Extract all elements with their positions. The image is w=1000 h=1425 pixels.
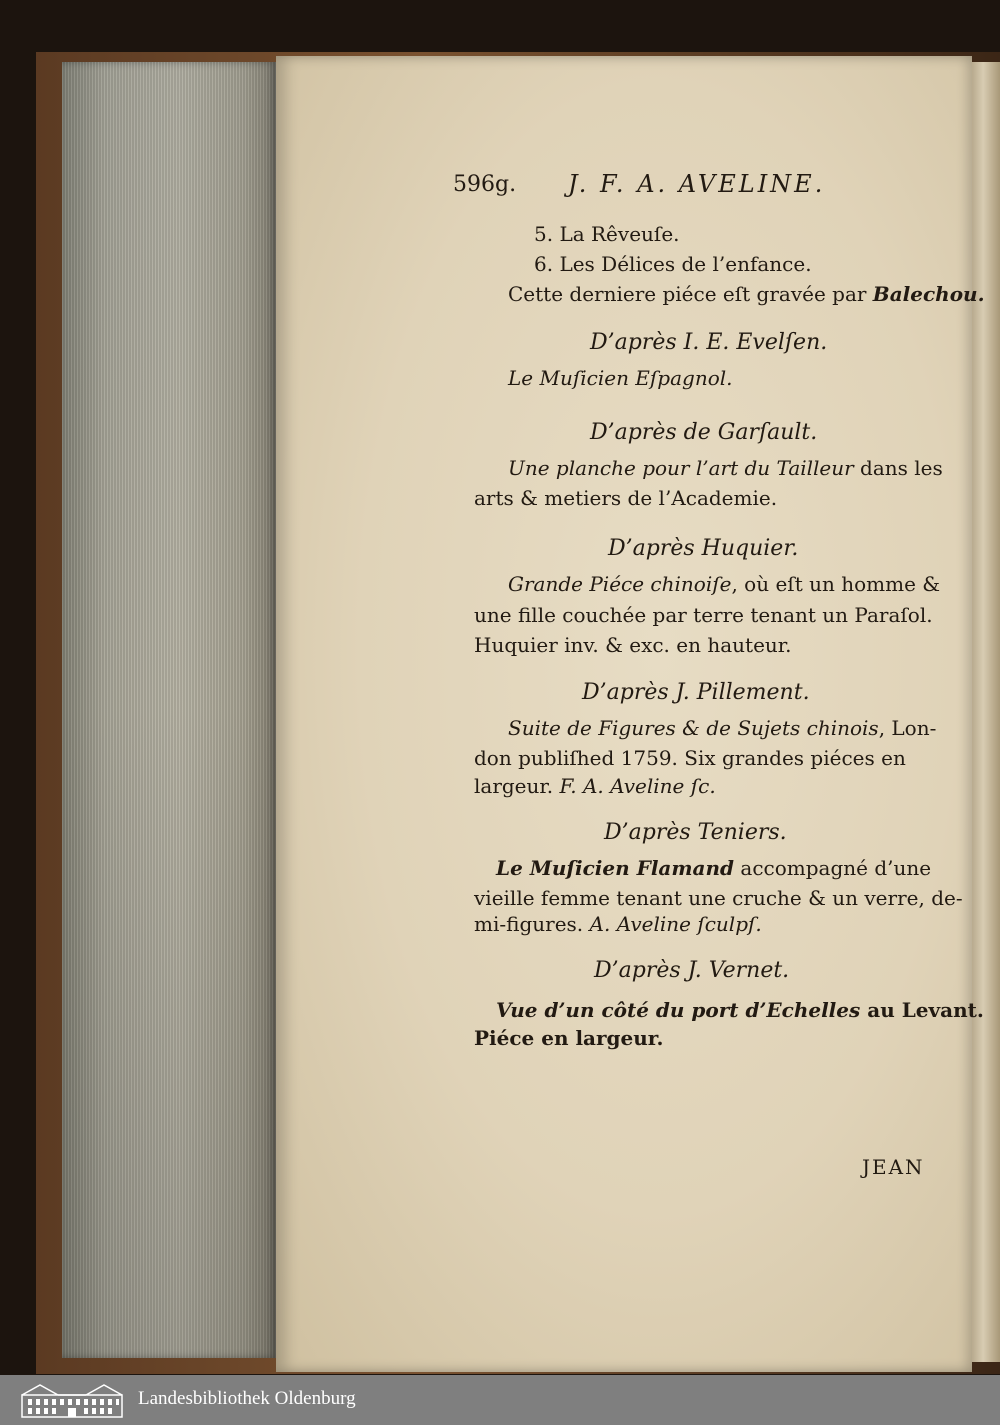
list-item: Cette derniere piéce eſt gravée par Balechou. — [508, 282, 985, 306]
list-item: 5. La Rêveuſe. — [534, 222, 680, 246]
entry-line: largeur. F. A. Aveline ſc. — [474, 774, 716, 798]
entry-line: Grande Piéce chinoiſe, où eſt un homme & — [508, 572, 941, 596]
entry-line: mi-figures. A. Aveline ſculpſ. — [474, 912, 762, 936]
entry-line: Une planche pour l’art du Tailleur dans les — [508, 456, 943, 480]
entry-line: vieille femme tenant une cruche & un verre, de- — [474, 886, 963, 910]
page-number: 596g. — [453, 172, 517, 197]
section-heading: D’après J. Pillement. — [582, 680, 810, 705]
entry-line: Huquier inv. & exc. en hauteur. — [474, 633, 792, 657]
section-heading: D’après J. Vernet. — [594, 958, 790, 983]
facing-page-edge — [972, 62, 1000, 1362]
catchword: JEAN — [862, 1155, 925, 1179]
page-edges — [62, 62, 276, 1358]
section-heading: D’après Teniers. — [604, 820, 787, 845]
entry-line: Suite de Figures & de Sujets chinois, Lon- — [508, 716, 937, 740]
entry-line: Le Muſicien Flamand accompagné d’une — [496, 856, 932, 880]
entry-line: arts & metiers de l’Academie. — [474, 486, 778, 510]
section-heading: D’après de Garſault. — [590, 420, 818, 445]
entry-line: une fille couchée par terre tenant un Paraſol. — [474, 603, 933, 627]
section-heading: D’après Huquier. — [608, 536, 799, 561]
list-item: 6. Les Délices de l’enfance. — [534, 252, 812, 276]
entry-line: don publiſhed 1759. Six grandes piéces en — [474, 746, 906, 770]
section-heading: D’après I. E. Evelſen. — [590, 330, 828, 355]
library-building-icon — [18, 1381, 126, 1419]
running-title: J. F. A. AVELINE. — [568, 170, 826, 198]
entry-line: Vue d’un côté du port d’Echelles au Levant. — [496, 998, 984, 1022]
entry-line: Piéce en largeur. — [474, 1026, 664, 1050]
library-name: Landesbibliothek Oldenburg — [138, 1388, 356, 1409]
entry-line: Le Muſicien Eſpagnol. — [508, 366, 733, 390]
